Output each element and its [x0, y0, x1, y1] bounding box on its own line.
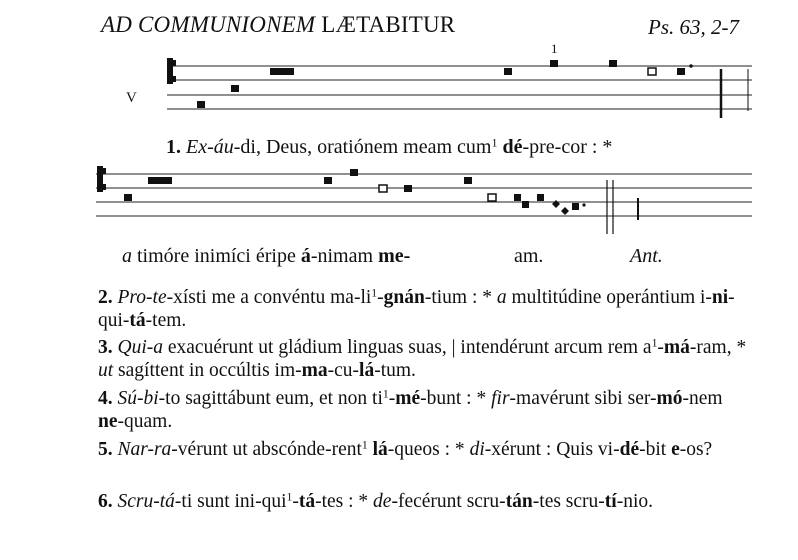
- lyric-line-1: [166, 136, 612, 159]
- verse-6: [98, 490, 750, 513]
- accent-mark: 1: [371, 286, 378, 300]
- lyric-text: -os?: [679, 439, 713, 460]
- lyric-syllable: áu: [213, 136, 234, 158]
- lyric-text: -quam.: [117, 411, 173, 432]
- lyric-text: -tium : *: [424, 287, 497, 308]
- staff-2: [96, 174, 752, 216]
- staff-1-bar: [721, 69, 748, 118]
- staff-2-clef: [97, 166, 106, 192]
- verse-marker: V: [126, 90, 137, 106]
- verse-number: 6.: [98, 491, 118, 512]
- verse-4: [98, 387, 750, 433]
- antiphon-marker: Ant.: [630, 245, 663, 267]
- lyric-text: -: [377, 287, 384, 308]
- lyric-text: multitúdine operántium i-: [506, 287, 712, 308]
- lyric-text: Sú-bi: [117, 388, 159, 409]
- lyric-text: -bit: [639, 439, 672, 460]
- lyric-text: -nio.: [616, 491, 654, 512]
- lyric-text: -xérunt : Quis vi-: [484, 439, 620, 460]
- title-roman: LÆTABITUR: [321, 12, 456, 37]
- lyric-text: -nem: [682, 388, 723, 409]
- lyric-text: -queos : *: [387, 439, 470, 460]
- verse-number: 4.: [98, 388, 118, 409]
- lyric-text: ut: [98, 360, 114, 381]
- lyric-accent: tá: [298, 491, 316, 512]
- lyric-text: -bunt : *: [420, 388, 492, 409]
- verse-3: [98, 336, 750, 382]
- lyric-text: Scru-tá: [117, 491, 175, 512]
- lyric-accent: dé: [619, 439, 640, 460]
- verse-number: 5.: [98, 439, 118, 460]
- lyric-text: fir: [491, 388, 510, 409]
- lyric-accent: me-: [378, 245, 411, 267]
- lyric-accent: ne: [98, 411, 118, 432]
- lyric-text: -: [657, 337, 664, 358]
- lyric-accent: mé: [395, 388, 421, 409]
- accent-mark: 1: [286, 490, 293, 504]
- lyric-text: Pro-te: [117, 287, 167, 308]
- lyric-accent: lá: [372, 439, 388, 460]
- lyric-text: de: [373, 491, 392, 512]
- staff-1-clef: [167, 58, 176, 84]
- staff-1-neumes: [197, 60, 693, 108]
- lyric-text: -pre-cor : *: [522, 136, 613, 158]
- lyric-text: -vérunt ut abscónde-rent: [171, 439, 362, 460]
- lyric-accent: má: [663, 337, 690, 358]
- lyric-text: -mavérunt sibi ser-: [509, 388, 657, 409]
- lyric-text: timóre inimíci éripe: [132, 245, 301, 267]
- lyric-text: -to sagittábunt eum, et non ti: [158, 388, 383, 409]
- lyric-text: -tum.: [374, 360, 416, 381]
- accent-mark: 1: [651, 336, 658, 350]
- lyric-text: -ti sunt ini-qui: [174, 491, 287, 512]
- lyric-text: Nar-ra: [117, 439, 172, 460]
- accent-mark: 1: [491, 135, 498, 150]
- lyric-text: -xísti me a convéntu ma-li: [166, 287, 372, 308]
- lyric-accent: á: [300, 245, 311, 267]
- lyric-text: -cu-: [327, 360, 360, 381]
- lyric-accent: tán: [505, 491, 533, 512]
- lyric-line-2-end: am.: [514, 245, 544, 267]
- verse-2: [98, 286, 750, 332]
- lyric-accent: mó: [656, 388, 683, 409]
- lyric-line-2: [122, 245, 410, 268]
- lyric-accent: lá: [359, 360, 375, 381]
- verse-number: 2.: [98, 287, 118, 308]
- lyric-accent: e: [671, 439, 680, 460]
- lyric-text: -di, Deus, oratiónem meam cum: [233, 136, 492, 158]
- staff-2-neumes: [124, 169, 586, 215]
- lyric-text: -qui-: [98, 287, 735, 331]
- lyric-syllable: a: [122, 245, 132, 267]
- verse-number: 3.: [98, 337, 118, 358]
- lyric-text: -fecérunt scru-: [391, 491, 506, 512]
- lyric-text: -tem.: [145, 310, 187, 331]
- lyric-text: -nimam: [310, 245, 379, 267]
- staff-1: [167, 66, 752, 109]
- lyric-text: di: [469, 439, 485, 460]
- lyric-text: -: [292, 491, 299, 512]
- lyric-accent: dé: [502, 136, 523, 158]
- verse-5: [98, 438, 750, 461]
- lyric-accent: ni: [711, 287, 729, 308]
- verse-number: 1.: [166, 136, 181, 158]
- lyric-text: sagíttent in occúltis im-: [113, 360, 302, 381]
- lyric-text: Qui-a: [117, 337, 163, 358]
- lyric-accent: tí: [604, 491, 617, 512]
- lyric-syllable: Ex-: [186, 136, 214, 158]
- lyric-accent: tá: [129, 310, 146, 331]
- lyric-text: -tes : *: [315, 491, 374, 512]
- psalm-reference: Ps. 63, 2-7: [648, 15, 739, 39]
- lyric-text: exacuérunt ut gládium linguas suas, | intendérunt arcum rem a: [163, 337, 652, 358]
- title-italic: AD COMMUNIONEM: [101, 12, 316, 37]
- episema-number: 1: [551, 41, 558, 56]
- lyric-accent: gnán: [383, 287, 425, 308]
- lyric-accent: ma: [301, 360, 328, 381]
- lyric-text: -ram, *: [689, 337, 747, 358]
- lyric-text: -: [388, 388, 396, 409]
- lyric-text: -tes scru-: [532, 491, 605, 512]
- lyric-text: a: [496, 287, 507, 308]
- accent-mark: 1: [382, 387, 389, 401]
- accent-mark: 1: [361, 438, 368, 452]
